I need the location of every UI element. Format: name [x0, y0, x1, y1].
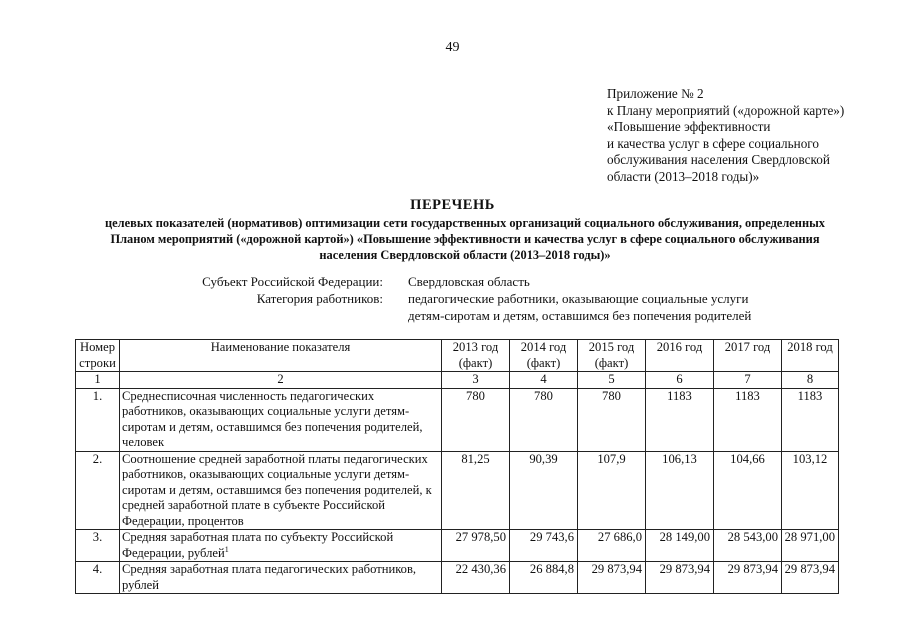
- subject-label: Субъект Российской Федерации:: [202, 274, 383, 289]
- header-indicator-name: Наименование показателя: [120, 340, 442, 372]
- value-2017: 104,66: [714, 451, 782, 530]
- value-2014: 90,39: [510, 451, 578, 530]
- page-number: 49: [445, 40, 460, 55]
- value-2013: 780: [442, 388, 510, 451]
- footnote-marker: 1: [224, 544, 229, 554]
- header-row: [76, 340, 839, 372]
- row-number: 3.: [76, 530, 120, 562]
- value-2015: 780: [578, 388, 646, 451]
- header-row-number: Номер строки: [76, 340, 120, 372]
- value-2014: 29 743,6: [510, 530, 578, 562]
- table-row: [76, 562, 839, 594]
- appendix-line: обслуживания населения Свердловской: [607, 152, 830, 167]
- indicator-name: Соотношение средней заработной платы педагогических работников, оказывающих социальные услуги детям-сиротам и детям, оставшимся без попечения родителей, к средней заработной плате в субъекте Российской Федерации, процентов: [120, 451, 442, 530]
- value-2018: 103,12: [782, 451, 839, 530]
- value-2015: 27 686,0: [578, 530, 646, 562]
- indicators-table: [75, 339, 839, 594]
- appendix-line: к Плану мероприятий («дорожной карте»): [607, 102, 845, 118]
- category-value-continued: детям-сиротам и детям, оставшимся без попечения родителей: [408, 308, 752, 323]
- value-2016: 106,13: [646, 451, 714, 530]
- appendix-line: «Повышение эффективности: [607, 119, 771, 134]
- column-number-row: [76, 372, 839, 389]
- value-2018: 29 873,94: [782, 562, 839, 594]
- appendix-line: и качества услуг в сфере социального: [607, 135, 819, 151]
- subject-row: [0, 273, 905, 290]
- subtitle-line: населения Свердловской области (2013–2018 годы)»: [319, 248, 611, 262]
- category-label: Категория работников:: [256, 291, 383, 306]
- category-row-continued: [0, 307, 905, 324]
- column-number: 7: [714, 372, 782, 389]
- header-year-2017: 2017 год: [714, 340, 782, 372]
- value-2013: 22 430,36: [442, 562, 510, 594]
- value-2014: 26 884,8: [510, 562, 578, 594]
- subject-value: Свердловская область: [408, 274, 530, 289]
- appendix-line: области (2013–2018 годы)»: [607, 168, 760, 184]
- value-2017: 29 873,94: [714, 562, 782, 594]
- appendix-note: [607, 86, 897, 185]
- column-number: 8: [782, 372, 839, 389]
- row-number: 2.: [76, 451, 120, 530]
- header-year-2013: 2013 год (факт): [442, 340, 510, 372]
- column-number: 1: [76, 372, 120, 389]
- value-2013: 27 978,50: [442, 530, 510, 562]
- value-2015: 29 873,94: [578, 562, 646, 594]
- indicator-name-cell: [120, 530, 442, 562]
- document-meta: [0, 273, 905, 324]
- row-number: 4.: [76, 562, 120, 594]
- column-number: 5: [578, 372, 646, 389]
- value-2013: 81,25: [442, 451, 510, 530]
- value-2016: 1183: [646, 388, 714, 451]
- value-2015: 107,9: [578, 451, 646, 530]
- value-2018: 1183: [782, 388, 839, 451]
- value-2016: 28 149,00: [646, 530, 714, 562]
- table-row: [76, 530, 839, 562]
- subtitle-line: целевых показателей (нормативов) оптимизации сети государственных организаций социального обслуживания, определенных: [105, 216, 825, 230]
- value-2014: 780: [510, 388, 578, 451]
- value-2016: 29 873,94: [646, 562, 714, 594]
- table-row: [76, 451, 839, 530]
- appendix-line: Приложение № 2: [607, 86, 704, 101]
- column-number: 6: [646, 372, 714, 389]
- indicator-name: Средняя заработная плата по субъекту Российской Федерации, рублей: [122, 530, 394, 560]
- value-2017: 1183: [714, 388, 782, 451]
- document-title: ПЕРЕЧЕНЬ: [410, 197, 495, 213]
- row-number: 1.: [76, 388, 120, 451]
- value-2018: 28 971,00: [782, 530, 839, 562]
- value-2017: 28 543,00: [714, 530, 782, 562]
- header-year-2014: 2014 год (факт): [510, 340, 578, 372]
- header-year-2018: 2018 год: [782, 340, 839, 372]
- indicator-name: Среднесписочная численность педагогических работников, оказывающих социальные услуги детям-сиротам и детям, оставшимся без попечения родителей, человек: [120, 388, 442, 451]
- column-number: 2: [120, 372, 442, 389]
- table-row: [76, 388, 839, 451]
- header-year-2015: 2015 год (факт): [578, 340, 646, 372]
- document-subtitle: [70, 215, 860, 263]
- indicator-name: Средняя заработная плата педагогических работников, рублей: [120, 562, 442, 594]
- column-number: 3: [442, 372, 510, 389]
- subtitle-line: Планом мероприятий («дорожной картой») «Повышение эффективности и качества услуг в сфере социального обслуживания: [110, 232, 820, 246]
- header-year-2016: 2016 год: [646, 340, 714, 372]
- category-row: [0, 290, 905, 307]
- category-value: педагогические работники, оказывающие социальные услуги: [408, 291, 749, 306]
- column-number: 4: [510, 372, 578, 389]
